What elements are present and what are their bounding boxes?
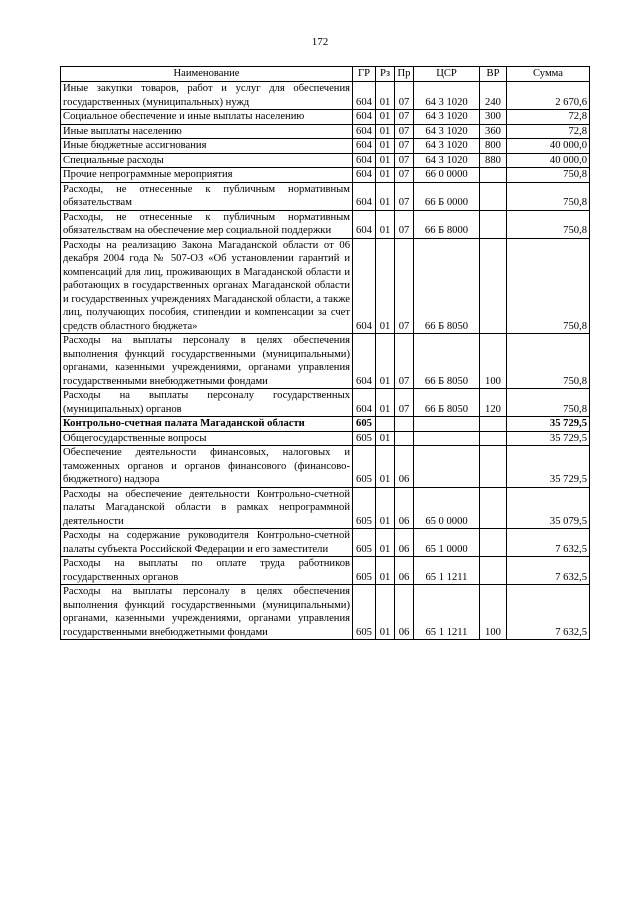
cell-vr: 300 [480,110,507,125]
cell-vr [480,431,507,446]
cell-rz: 01 [376,110,395,125]
cell-sum: 72,8 [507,124,590,139]
cell-name: Расходы, не отнесенные к публичным нормативным обязательствам [61,182,353,210]
table-body [61,82,590,640]
cell-pr [395,417,414,432]
cell-rz: 01 [376,585,395,640]
cell-vr [480,557,507,585]
cell-gr: 604 [353,139,376,154]
cell-gr: 604 [353,210,376,238]
cell-name: Расходы на содержание руководителя Контрольно-счетной палаты субъекта Российской Федерации и его заместители [61,529,353,557]
cell-pr: 07 [395,124,414,139]
cell-csr: 65 1 0000 [414,529,480,557]
table-row [61,446,590,488]
table-row [61,210,590,238]
table-row [61,139,590,154]
cell-csr: 66 Б 0000 [414,182,480,210]
cell-sum: 7 632,5 [507,557,590,585]
header-vr: ВР [480,67,507,82]
cell-pr: 07 [395,334,414,389]
cell-vr: 240 [480,82,507,110]
cell-rz: 01 [376,487,395,529]
cell-pr: 07 [395,168,414,183]
table-row [61,82,590,110]
cell-sum: 40 000,0 [507,153,590,168]
cell-name: Расходы на реализацию Закона Магаданской области от 06 декабря 2004 года № 507-ОЗ «Об установлении гарантий и компенсаций для лиц, проживающих в Магаданской области и работающих в государственных органах Магаданской области и государственных учреждениях Магаданской области, а также лиц, получающих пособия, стипендии и компенсации за счет средств областного бюджета» [61,238,353,334]
cell-csr: 66 Б 8050 [414,238,480,334]
cell-csr [414,431,480,446]
cell-csr [414,446,480,488]
cell-rz: 01 [376,153,395,168]
cell-name: Иные бюджетные ассигнования [61,139,353,154]
cell-rz: 01 [376,168,395,183]
cell-pr: 06 [395,557,414,585]
cell-pr: 06 [395,487,414,529]
cell-gr: 604 [353,389,376,417]
cell-name: Расходы на выплаты персоналу государственных (муниципальных) органов [61,389,353,417]
table-row [61,168,590,183]
header-name: Наименование [61,67,353,82]
table-row [61,487,590,529]
cell-name: Расходы на выплаты персоналу в целях обеспечения выполнения функций государственными (муниципальными) органами, казенными учреждениями, органами управления государственными внебюджетными фондами [61,334,353,389]
cell-vr: 100 [480,334,507,389]
budget-table [60,66,590,640]
cell-vr [480,210,507,238]
table-row [61,124,590,139]
table-row [61,557,590,585]
cell-csr: 66 Б 8050 [414,334,480,389]
cell-vr [480,417,507,432]
cell-name: Расходы, не отнесенные к публичным нормативным обязательствам на обеспечение мер социальной поддержки [61,210,353,238]
cell-pr: 06 [395,585,414,640]
cell-name: Расходы на выплаты персоналу в целях обеспечения выполнения функций государственными (муниципальными) органами, казенными учреждениями, органами управления государственными внебюджетными фондами [61,585,353,640]
cell-sum: 40 000,0 [507,139,590,154]
table-row [61,334,590,389]
cell-name: Иные закупки товаров, работ и услуг для обеспечения государственных (муниципальных) нужд [61,82,353,110]
header-gr: ГР [353,67,376,82]
table-header-row [61,67,590,82]
header-csr: ЦСР [414,67,480,82]
cell-pr: 07 [395,139,414,154]
cell-rz [376,417,395,432]
cell-rz: 01 [376,431,395,446]
cell-csr: 64 3 1020 [414,82,480,110]
cell-csr: 66 Б 8000 [414,210,480,238]
cell-vr: 800 [480,139,507,154]
cell-rz: 01 [376,210,395,238]
cell-gr: 605 [353,585,376,640]
cell-pr: 07 [395,82,414,110]
cell-rz: 01 [376,557,395,585]
cell-vr [480,487,507,529]
cell-gr: 604 [353,168,376,183]
cell-name: Расходы на обеспечение деятельности Контрольно-счетной палаты Магаданской области в рамках непрограммной деятельности [61,487,353,529]
table-row [61,431,590,446]
cell-name: Прочие непрограммные мероприятия [61,168,353,183]
cell-vr [480,446,507,488]
header-sum: Сумма [507,67,590,82]
cell-pr: 06 [395,446,414,488]
cell-pr: 07 [395,153,414,168]
cell-name: Обеспечение деятельности финансовых, налоговых и таможенных органов и органов финансового (финансово-бюджетного) надзора [61,446,353,488]
cell-vr [480,238,507,334]
cell-name: Социальное обеспечение и иные выплаты населению [61,110,353,125]
cell-name: Общегосударственные вопросы [61,431,353,446]
cell-csr: 66 Б 8050 [414,389,480,417]
cell-pr: 07 [395,238,414,334]
cell-pr: 07 [395,389,414,417]
header-rz: Рз [376,67,395,82]
cell-vr: 100 [480,585,507,640]
table-row [61,585,590,640]
cell-gr: 605 [353,446,376,488]
cell-rz: 01 [376,82,395,110]
table-row [61,153,590,168]
cell-sum: 7 632,5 [507,585,590,640]
table-row [61,529,590,557]
cell-rz: 01 [376,529,395,557]
table-row [61,389,590,417]
cell-sum: 7 632,5 [507,529,590,557]
cell-pr: 07 [395,182,414,210]
cell-sum: 750,8 [507,238,590,334]
cell-sum: 2 670,6 [507,82,590,110]
cell-vr: 880 [480,153,507,168]
cell-gr: 604 [353,334,376,389]
cell-csr: 66 0 0000 [414,168,480,183]
cell-gr: 604 [353,153,376,168]
cell-rz: 01 [376,238,395,334]
cell-sum: 750,8 [507,168,590,183]
cell-sum: 35 729,5 [507,446,590,488]
cell-sum: 72,8 [507,110,590,125]
table-row [61,110,590,125]
header-pr: Пр [395,67,414,82]
cell-name: Специальные расходы [61,153,353,168]
cell-csr: 64 3 1020 [414,153,480,168]
cell-rz: 01 [376,334,395,389]
cell-sum: 750,8 [507,389,590,417]
cell-gr: 604 [353,124,376,139]
cell-gr: 605 [353,529,376,557]
cell-pr: 07 [395,210,414,238]
cell-sum: 35 729,5 [507,431,590,446]
table-row [61,182,590,210]
cell-csr: 64 3 1020 [414,124,480,139]
cell-pr [395,431,414,446]
cell-vr [480,182,507,210]
cell-sum: 35 729,5 [507,417,590,432]
cell-sum: 750,8 [507,182,590,210]
cell-pr: 07 [395,110,414,125]
cell-sum: 750,8 [507,334,590,389]
cell-csr: 64 3 1020 [414,110,480,125]
cell-rz: 01 [376,389,395,417]
cell-gr: 604 [353,238,376,334]
cell-gr: 605 [353,417,376,432]
cell-name: Расходы на выплаты по оплате труда работников государственных органов [61,557,353,585]
cell-csr: 64 3 1020 [414,139,480,154]
cell-name: Иные выплаты населению [61,124,353,139]
cell-gr: 604 [353,82,376,110]
cell-csr: 65 1 1211 [414,557,480,585]
cell-rz: 01 [376,139,395,154]
table-row [61,417,590,432]
cell-gr: 605 [353,431,376,446]
cell-sum: 35 079,5 [507,487,590,529]
cell-gr: 604 [353,182,376,210]
cell-rz: 01 [376,182,395,210]
cell-gr: 604 [353,110,376,125]
cell-gr: 605 [353,557,376,585]
cell-gr: 605 [353,487,376,529]
cell-rz: 01 [376,446,395,488]
cell-pr: 06 [395,529,414,557]
table-row [61,238,590,334]
cell-sum: 750,8 [507,210,590,238]
cell-vr: 360 [480,124,507,139]
page-number: 172 [311,36,329,48]
cell-name: Контрольно-счетная палата Магаданской области [61,417,353,432]
cell-vr: 120 [480,389,507,417]
cell-vr [480,529,507,557]
cell-vr [480,168,507,183]
cell-rz: 01 [376,124,395,139]
cell-csr: 65 0 0000 [414,487,480,529]
cell-csr: 65 1 1211 [414,585,480,640]
cell-csr [414,417,480,432]
